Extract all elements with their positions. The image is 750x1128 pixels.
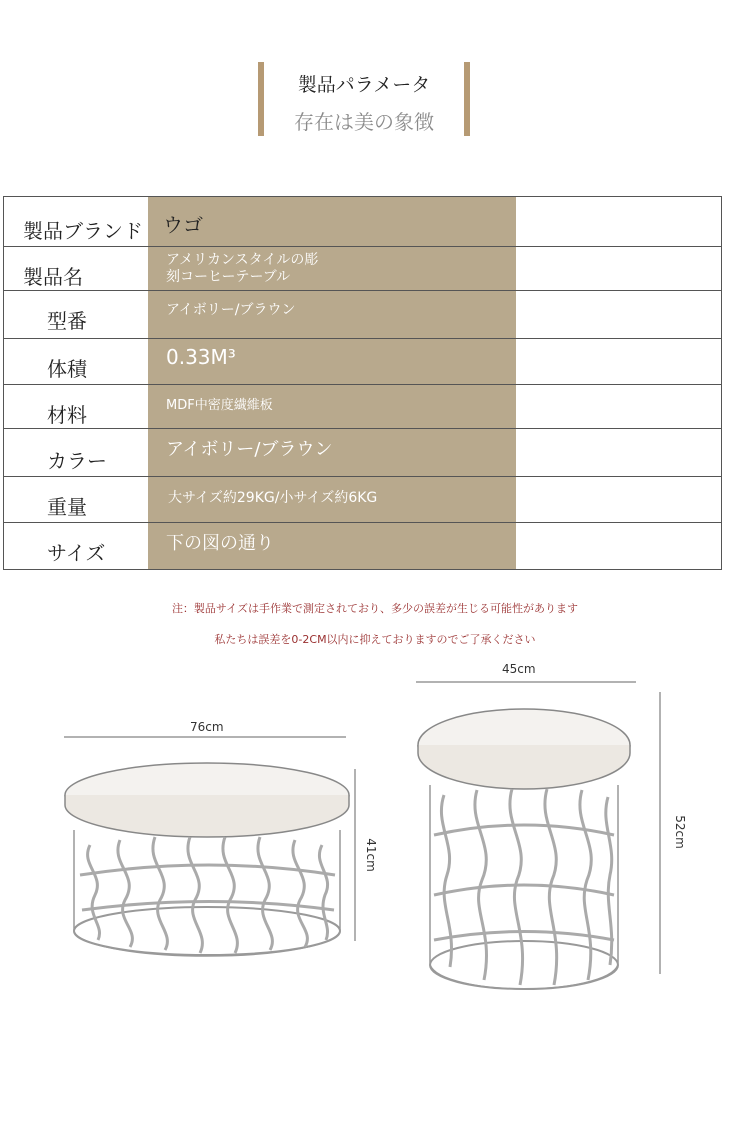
spec-value: アイボリー/ブラウン xyxy=(166,302,296,318)
large-width-line xyxy=(60,732,350,742)
small-table-drawing xyxy=(412,705,637,1005)
large-width-label: 76cm xyxy=(190,720,224,734)
spec-label: 製品名 xyxy=(23,265,83,289)
spec-row-volume xyxy=(3,339,722,385)
spec-value: アイボリー/ブラウン xyxy=(166,439,333,460)
spec-label: 体積 xyxy=(47,357,87,381)
spec-label: カラー xyxy=(47,449,107,473)
section-header xyxy=(258,62,470,136)
spec-value: MDF中密度繊維板 xyxy=(166,398,273,413)
spec-row-size xyxy=(3,523,722,571)
tolerance-note: 私たちは誤差を0-2CM以内に抑えておりますのでご了承ください xyxy=(214,633,536,646)
large-table-drawing xyxy=(60,755,355,960)
section-subtitle: 存在は美の象徴 xyxy=(294,110,434,134)
spec-row-model xyxy=(3,291,722,339)
spec-label: 材料 xyxy=(47,403,87,427)
small-width-line xyxy=(412,677,640,687)
spec-value: 0.33M³ xyxy=(166,345,236,369)
spec-row-weight xyxy=(3,477,722,523)
spec-row-name xyxy=(3,247,722,291)
spec-table xyxy=(3,196,722,570)
large-height-label: 41cm xyxy=(363,838,378,872)
spec-value-line2: 刻コーヒーテーブル xyxy=(166,269,291,285)
spec-value: ウゴ xyxy=(163,213,203,237)
spec-label: サイズ xyxy=(47,541,106,565)
small-width-label: 45cm xyxy=(502,662,536,676)
spec-label: 型番 xyxy=(47,309,87,333)
spec-label: 製品ブランド xyxy=(23,219,143,243)
section-title: 製品パラメータ xyxy=(297,74,431,96)
spec-value: 大サイズ約29KG/小サイズ約6KG xyxy=(168,490,378,506)
spec-row-material xyxy=(3,385,722,429)
measurement-note: 注：製品サイズは手作業で測定されており、多少の誤差が生じる可能性があります xyxy=(171,602,579,615)
spec-value-line1: アメリカンスタイルの彫 xyxy=(166,252,319,268)
spec-row-color xyxy=(3,429,722,477)
spec-value: 下の図の通り xyxy=(166,533,274,554)
spec-label: 重量 xyxy=(47,495,87,519)
spec-row-brand xyxy=(3,197,722,247)
small-height-line xyxy=(655,688,665,978)
small-height-label: 52cm xyxy=(672,815,687,849)
